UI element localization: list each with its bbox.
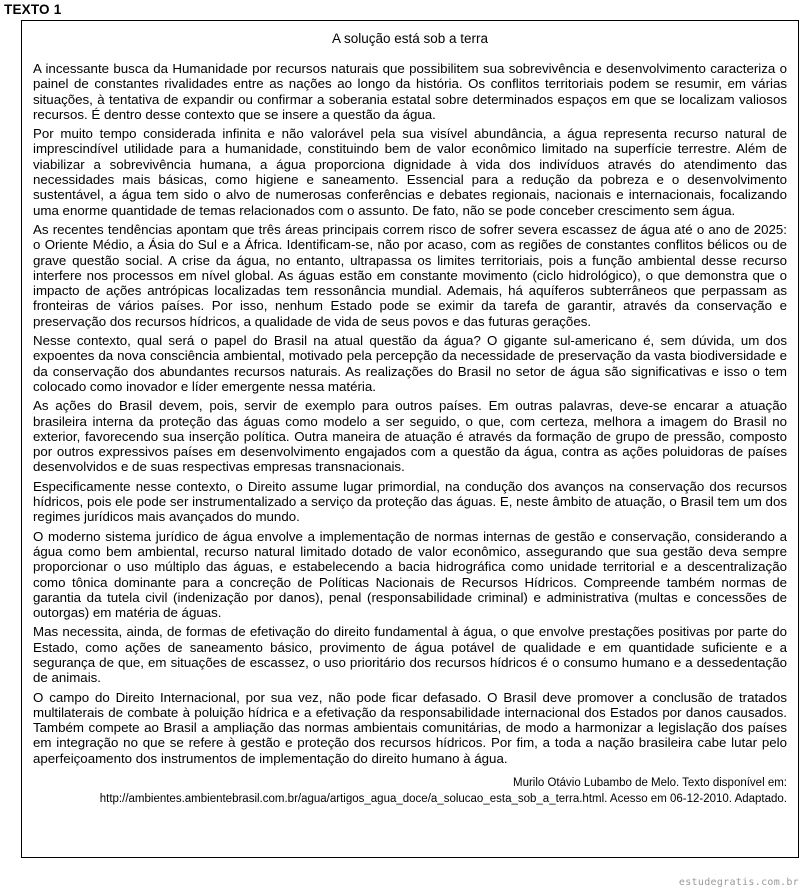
paragraph-3: As recentes tendências apontam que três áreas principais correm risco de sofrer severa escassez de água até o ano de 2025: o Oriente Médio, a Ásia do Sul e a África. Identificam-se, não por acaso, com as regiões de constantes conflitos bélicos ou de grave questão social. A crise da água, no entanto, ultrapassa os limites territoriais, pois a função ambiental desse recurso interfere nos processos em nível global. As águas estão em constante movimento (ciclo hidrológico), o que demonstra que o impacto de ações antrópicas localizadas tem ressonância mundial. Ademais, há aquíferos subterrâneos que perpassam as fronteiras de vários países. Por isso, nenhum Estado pode se eximir da tarefa de garantir, através da conservação e preservação dos recursos hídricos, a qualidade de vida de seus povos e das futuras gerações. — [33, 221, 787, 329]
section-label: TEXTO 1 — [4, 2, 62, 17]
paragraph-9: O campo do Direito Internacional, por sua vez, não pode ficar defasado. O Brasil deve promover a conclusão de tratados multilaterais de combate à poluição hídrica e a efetivação da responsabilidade internacional dos Estados por danos causados. Também compete ao Brasil a ampliação das normas ambientais comunitárias, de modo a harmonizar a legislação dos países em integração no que se refere à gestão e proteção dos recursos hídricos. Por fim, a toda a nação brasileira cabe lutar pelo aperfeiçoamento dos instrumentos de implementação do direito humano à água. — [33, 689, 787, 766]
source-author: Murilo Otávio Lubambo de Melo. Texto disponível em: — [512, 777, 787, 790]
site-watermark: estudegratis.com.br — [678, 877, 799, 888]
source-citation — [33, 776, 787, 807]
paragraph-5: As ações do Brasil devem, pois, servir de exemplo para outros países. Em outras palavras, deve-se encarar a atuação brasileira interna da proteção das águas como modelo a ser seguido, o que, com certeza, melhora a imagem do Brasil no exterior, favorecendo sua inserção política. Outra maneira de atuação é através da formação de grupo de pressão, composto por outros expressivos países em desenvolvimento engajados com a questão da água, contra as ações poluidoras de países desenvolvidos e de suas respectivas empresas transnacionais. — [33, 398, 787, 475]
paragraph-4: Nesse contexto, qual será o papel do Brasil na atual questão da água? O gigante sul-americano é, sem dúvida, um dos expoentes da nova consciência ambiental, motivado pela percepção da necessidade de preservação da vasta biodiversidade e da conservação dos abundantes recursos naturais. As realizações do Brasil no setor de água são significativas e isso o tem colocado como inovador e líder emergente nessa matéria. — [33, 333, 787, 394]
paragraph-2: Por muito tempo considerada infinita e não valorável pela sua visível abundância, a água representa recurso natural de imprescindível utilidade para a humanidade, constituindo bem de valor econômico limitado na superfície terrestre. Além de viabilizar a sobrevivência humana, a água proporciona dignidade à vida dos indivíduos através do atendimento das necessidades mais básicas, como higiene e saneamento. Essencial para a redução da pobreza e o desenvolvimento sustentável, a água tem sido o alvo de numerosas conferências e debates regionais, nacionais e internacionais, focalizando uma enorme quantidade de temas relacionados com o assunto. De fato, não se pode conceber crescimento sem água. — [33, 126, 787, 218]
article-title: A solução está sob a terra — [331, 31, 489, 46]
paragraph-1: A incessante busca da Humanidade por recursos naturais que possibilitem sua sobrevivência e desenvolvimento caracteriza o painel de constantes rivalidades entre as nações ao longo da história. Os conflitos territoriais podem se resumir, em várias situações, à tentativa de expandir ou confirmar a soberania estatal sobre determinados espaços em que se localizam valiosos recursos. É dentro desse contexto que se insere a questão da água. — [33, 61, 787, 122]
paragraph-6: Especificamente nesse contexto, o Direito assume lugar primordial, na condução dos avanços na conservação dos recursos hídricos, pois ele pode ser instrumentalizado a serviço da proteção das águas. E, neste âmbito de atuação, o Brasil tem um dos regimes jurídicos mais avançados do mundo. — [33, 478, 787, 525]
paragraph-8: Mas necessita, ainda, de formas de efetivação do direito fundamental à água, o que envolve prestações positivas por parte do Estado, como ações de saneamento básico, provimento de água potável de qualidade e em quantidade suficiente e a segurança de que, em situações de escassez, o uso prioritário dos recursos hídricos é o consumo humano e a dessedentação de animais. — [33, 624, 787, 686]
paragraph-7: O moderno sistema jurídico de água envolve a implementação de normas internas de gestão e conservação, considerando a água como bem ambiental, recurso natural limitado dotado de valor econômico, assegurando que sua gestão deva sempre proporcionar o uso múltiplo das águas, e estabelecendo a bacia hidrográfica como unidade territorial e a descentralização como tônica dominante para a concreção de Políticas Nacionais de Recursos Hídricos. Compreende também normas de garantia da tutela civil (indenização por danos), penal (responsabilidade criminal) e administrativa (multas e concessões de outorgas) em matéria de águas. — [33, 528, 787, 621]
text-box — [21, 20, 799, 858]
source-url: http://ambientes.ambientebrasil.com.br/agua/artigos_agua_doce/a_solucao_esta_sob_a_terra.html. Acesso em 06-12-2010. Adaptado. — [99, 792, 787, 805]
